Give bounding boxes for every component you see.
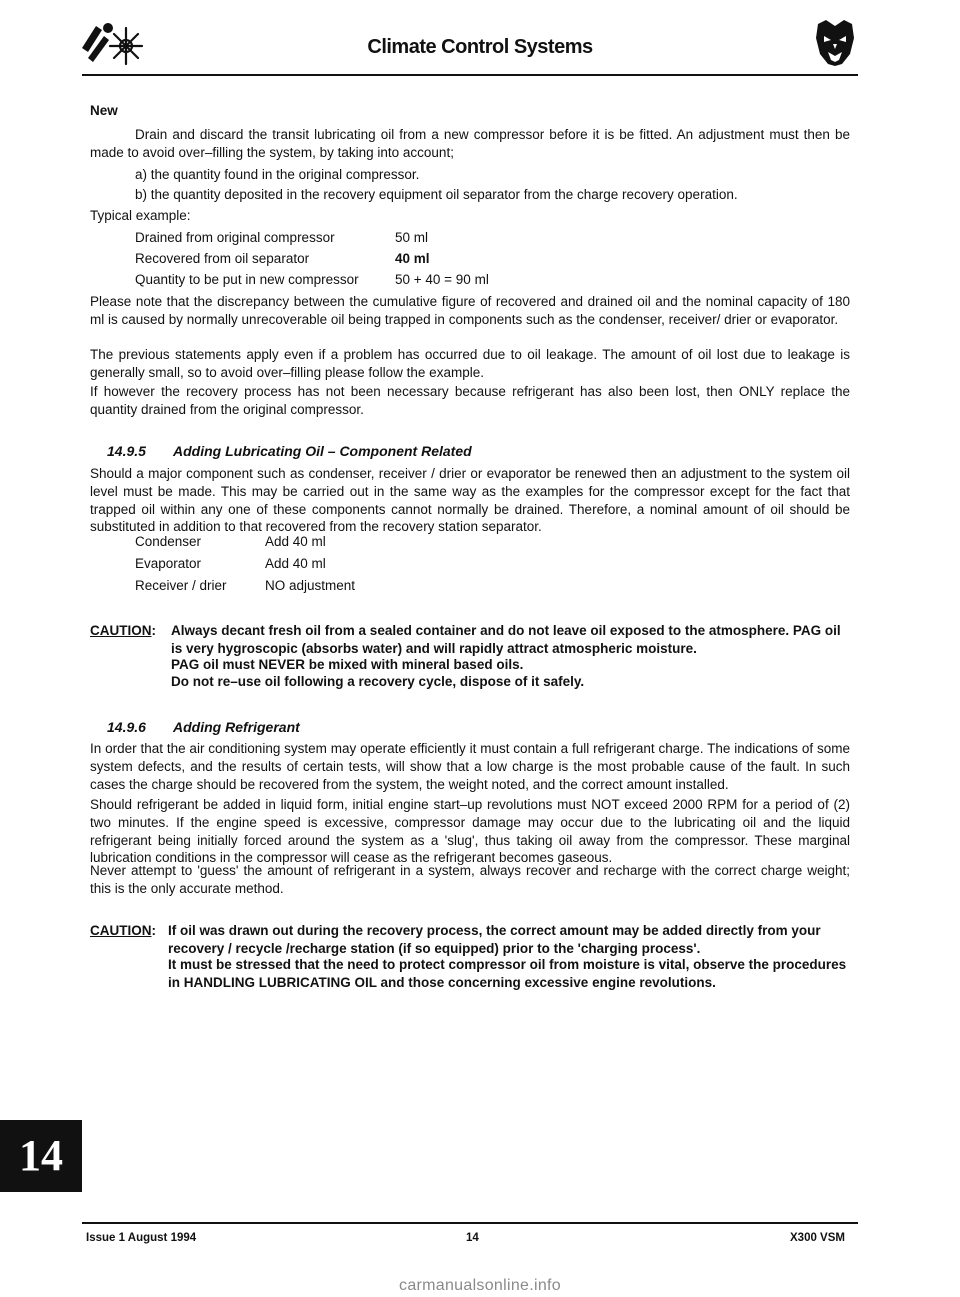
section-tab: 14: [0, 1120, 82, 1192]
table-row: Evaporator Add 40 ml: [135, 556, 326, 571]
leakage-para: The previous statements apply even if a problem has occurred due to oil leakage. The amount of oil lost due to leakage is generally small, so to avoid over–filling please follow the example.: [90, 347, 850, 380]
caution-label: CAUTION:: [90, 923, 156, 938]
caution-text: PAG oil must NEVER be mixed with mineral based oils.: [171, 657, 524, 672]
caution-text: Do not re–use oil following a recovery cycle, dispose of it safely.: [171, 674, 585, 689]
new-para-2: a) the quantity found in the original compressor.: [135, 167, 420, 182]
footer-page-number: 14: [466, 1232, 479, 1244]
section-14-9-5-para: Should a major component such as condenser, receiver / drier or evaporator be renewed then an adjustment to the system oil level must be made. This may be carried out in the same way as the examples for the compressor except for the fact that trapped oil within any one of these components cannot normally be drained. Therefore, a nominal amount of oil should be substituted in addition to that recovered from the recovery station separator.: [90, 466, 850, 535]
table-row: Quantity to be put in new compressor 50 + 40 = 90 ml: [135, 272, 489, 287]
table-row: Drained from original compressor 50 ml: [135, 230, 429, 245]
section-14-9-6-para-3: Never attempt to 'guess' the amount of refrigerant in a system, always recover and recharge with the correct charge weight; this is the only accurate method.: [90, 863, 850, 896]
jaguar-head-logo: [812, 18, 858, 68]
caution-text: If oil was drawn out during the recovery process, the correct amount may be added directly from your recovery / recycle /recharge station (if so equipped) prior to the 'charging process'.: [168, 923, 821, 956]
section-14-9-6-para-1: In order that the air conditioning system may operate efficiently it must contain a full refrigerant charge. The indications of some system defects, and the results of certain tests, will show that a low charge is the most probable cause of the fault. In such cases the charge should be recovered from the system, the weight noted, and the correct amount installed.: [90, 741, 850, 792]
watermark: carmanualsonline.info: [399, 1277, 561, 1294]
section-14-9-6-para-2: Should refrigerant be added in liquid form, initial engine start–up revolutions must NOT exceed 2000 RPM for a period of (2) two minutes. If the engine speed is excessive, compressor damage may occur due to the lubricating oil and the liquid refrigerant being initially forced around the system as a 'slug', thus taking oil away from the compressor. These marginal lubrication conditions in the compressor will cease as the refrigerant becomes gaseous.: [90, 797, 850, 866]
new-para-1: Drain and discard the transit lubricating oil from a new compressor before it is be fitted. An adjustment must then be made to avoid over–filling the system, by taking into account;: [90, 127, 850, 160]
table-row: Recovered from oil separator 40 ml: [135, 251, 430, 266]
header-rule: [82, 74, 858, 76]
table-row: Condenser Add 40 ml: [135, 534, 326, 549]
footer-doc-code: X300 VSM: [790, 1232, 845, 1244]
discrepancy-para: Please note that the discrepancy between the cumulative figure of recovered and drained oil and the nominal capacity of 180 ml is caused by normally unrecoverable oil being trapped in components such as the condenser, receiver/ drier or evaporator.: [90, 294, 850, 327]
section-heading-14-9-5: 14.9.5 Adding Lubricating Oil – Component Related: [107, 443, 472, 459]
footer-rule: [82, 1222, 858, 1224]
caution-text: It must be stressed that the need to protect compressor oil from moisture is vital, observe the procedures in HANDLING LUBRICATING OIL and those concerning excessive engine revolutions.: [168, 957, 847, 990]
typical-example-label: Typical example:: [90, 208, 191, 223]
footer-issue: Issue 1 August 1994: [86, 1232, 197, 1244]
page-title: Climate Control Systems: [367, 36, 593, 58]
new-heading: New: [90, 103, 118, 118]
new-para-3: b) the quantity deposited in the recovery equipment oil separator from the charge recovery operation.: [135, 187, 738, 202]
caution-text: Always decant fresh oil from a sealed container and do not leave oil exposed to the atmosphere. PAG oil is very hygroscopic (absorbs water) and will rapidly attract atmospheric moisture.: [171, 623, 841, 656]
table-row: Receiver / drier NO adjustment: [135, 578, 356, 593]
section-heading-14-9-6: 14.9.6 Adding Refrigerant: [107, 719, 300, 735]
caution-label: CAUTION:: [90, 623, 156, 638]
replace-para: If however the recovery process has not been necessary because refrigerant has also been lost, then ONLY replace the quantity drained from the original compressor.: [90, 384, 850, 417]
